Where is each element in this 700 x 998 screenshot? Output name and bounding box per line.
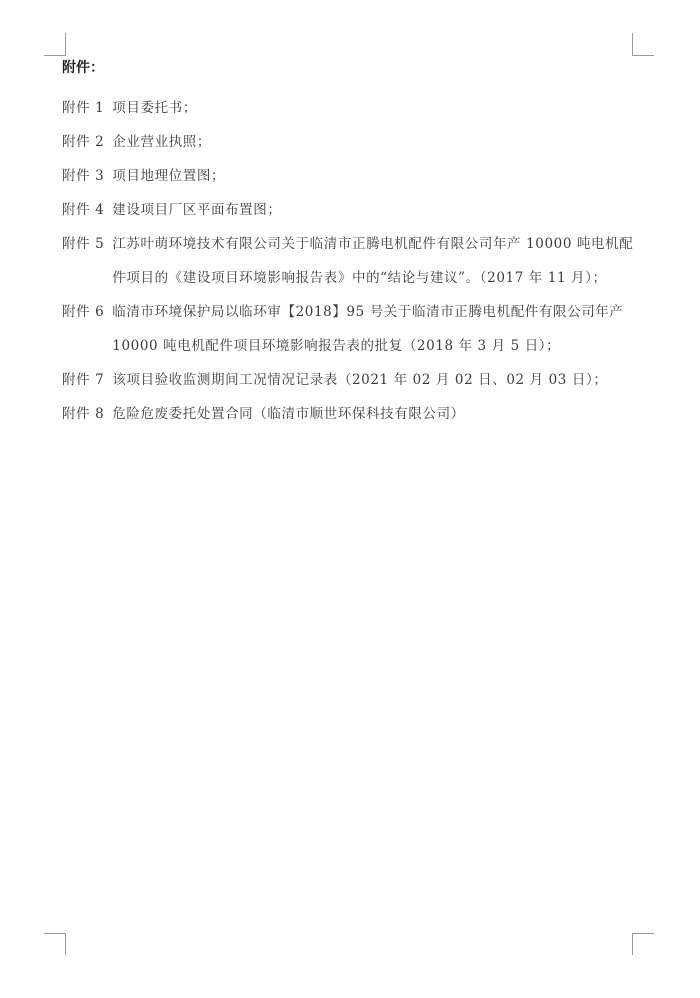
attachments-heading: 附件： bbox=[62, 60, 104, 76]
attachment-text: 临清市环境保护局以临环审【2018】95 号关于临清市正腾电机配件有限公司年产 10000 吨电机配件项目环境影响报告表的批复（2018 年 3 月 5 日）； bbox=[112, 304, 624, 354]
attachment-number: 附件 2 bbox=[62, 134, 105, 150]
attachment-number: 附件 3 bbox=[62, 168, 105, 184]
attachment-item-1 bbox=[62, 91, 642, 125]
attachment-number: 附件 7 bbox=[62, 372, 105, 388]
attachment-text: 江苏叶萌环境技术有限公司关于临清市正腾电机配件有限公司年产 10000 吨电机配件项目的《建设项目环境影响报告表》中的“结论与建议”。（2017 年 11 月）； bbox=[112, 236, 634, 286]
attachment-number: 附件 8 bbox=[62, 406, 105, 422]
attachment-text: 项目委托书； bbox=[112, 100, 197, 116]
attachment-number: 附件 6 bbox=[62, 304, 105, 320]
attachment-text: 项目地理位置图； bbox=[112, 168, 226, 184]
attachment-number: 附件 5 bbox=[62, 236, 105, 252]
attachment-item-2 bbox=[62, 125, 642, 159]
attachment-item-8 bbox=[62, 397, 642, 431]
attachment-text: 该项目验收监测期间工况情况记录表（2021 年 02 月 02 日、02 月 03 日）； bbox=[112, 372, 608, 388]
attachment-item-5 bbox=[62, 227, 642, 295]
attachment-number: 附件 1 bbox=[62, 100, 105, 116]
attachment-item-7 bbox=[62, 363, 642, 397]
attachment-text: 危险危废委托处置合同（临清市顺世环保科技有限公司） bbox=[112, 406, 465, 422]
attachment-text: 建设项目厂区平面布置图； bbox=[112, 202, 282, 218]
attachments-section bbox=[62, 56, 642, 431]
attachment-item-3 bbox=[62, 159, 642, 193]
attachment-item-6 bbox=[62, 295, 642, 363]
attachment-number: 附件 4 bbox=[62, 202, 105, 218]
attachment-text: 企业营业执照； bbox=[112, 134, 211, 150]
attachment-item-4 bbox=[62, 193, 642, 227]
